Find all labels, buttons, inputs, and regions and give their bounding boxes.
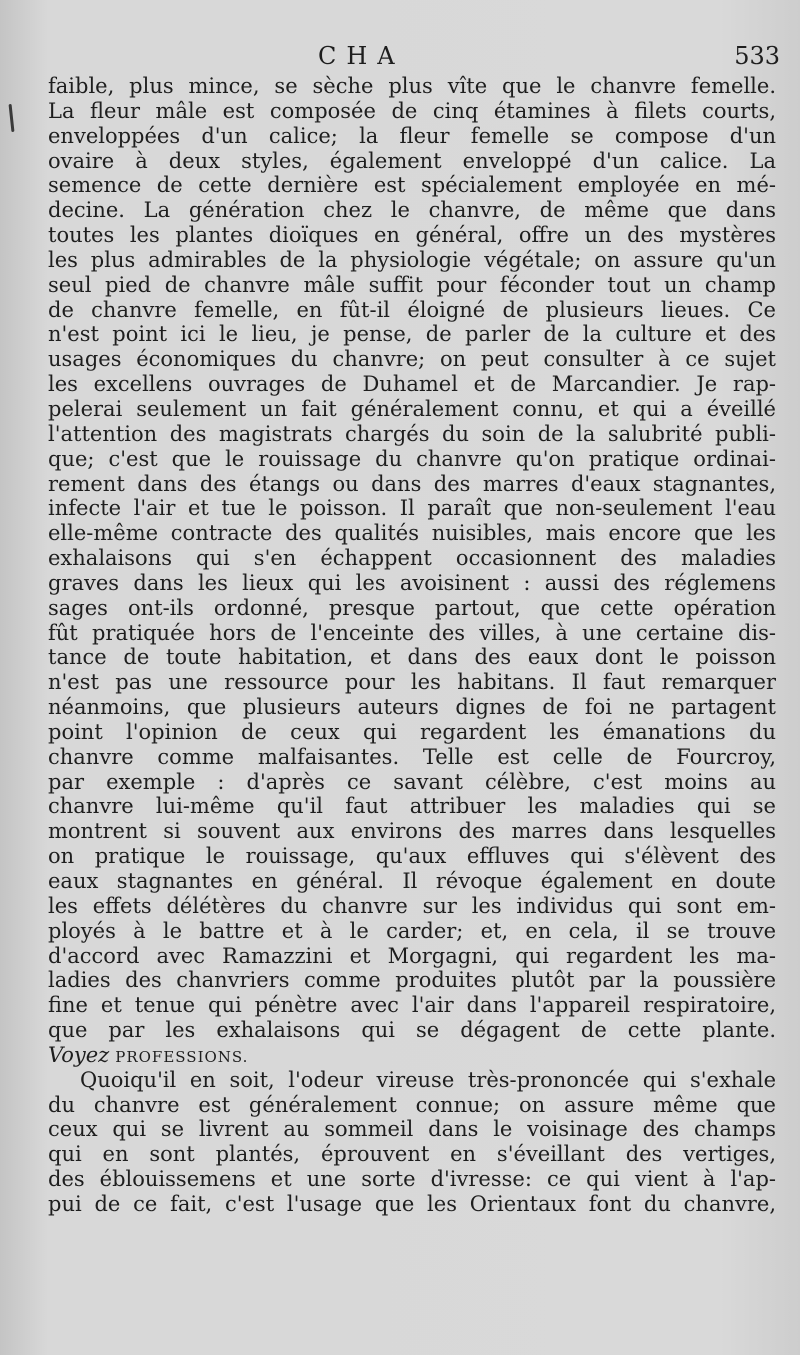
text-line: pelerai seulement un fait généralement connu, et qui a éveillé	[48, 396, 776, 421]
text-line: ladies des chanvriers comme produites plutôt par la poussière	[48, 968, 776, 993]
text-line: que; c'est que le rouissage du chanvre qu'on pratique ordinai-	[48, 446, 776, 471]
text-line: par exemple : d'après ce savant célèbre, c'est moins au	[48, 769, 776, 794]
text-line: d'accord avec Ramazzini et Morgagni, qui regardent les ma-	[48, 943, 776, 968]
text-line: pui de ce fait, c'est l'usage que les Orientaux font du chanvre,	[48, 1191, 776, 1216]
margin-ink-mark	[9, 104, 15, 132]
paragraph-2	[48, 1068, 776, 1217]
see-also-target: PROFESSIONS.	[115, 1047, 249, 1066]
text-line: La fleur mâle est composée de cinq étamines à filets courts,	[48, 98, 776, 123]
text-line: ceux qui se livrent au sommeil dans le voisinage des champs	[48, 1117, 776, 1142]
text-line: sages ont-ils ordonné, presque partout, que cette opération	[48, 595, 776, 620]
text-line: chanvre lui-même qu'il faut attribuer les maladies qui se	[48, 794, 776, 819]
see-also-reference	[48, 1043, 776, 1068]
text-line: fine et tenue qui pénètre avec l'air dans l'appareil respiratoire,	[48, 993, 776, 1018]
see-also-label: Voyez	[48, 1042, 110, 1067]
body-text	[48, 74, 776, 1217]
text-line: rement dans des étangs ou dans des marres d'eaux stagnantes,	[48, 471, 776, 496]
text-line: du chanvre est généralement connue; on assure même que	[48, 1092, 776, 1117]
text-line: usages économiques du chanvre; on peut consulter à ce sujet	[48, 347, 776, 372]
running-head	[48, 40, 780, 74]
text-line: fût pratiquée hors de l'enceinte des villes, à une certaine dis-	[48, 620, 776, 645]
text-line: montrent si souvent aux environs des marres dans lesquelles	[48, 819, 776, 844]
text-line: n'est point ici le lieu, je pense, de parler de la culture et des	[48, 322, 776, 347]
text-line: des éblouissemens et une sorte d'ivresse: ce qui vient à l'ap-	[48, 1167, 776, 1192]
text-line: graves dans les lieux qui les avoisinent : aussi des réglemens	[48, 570, 776, 595]
text-line: elle-même contracte des qualités nuisibles, mais encore que les	[48, 521, 776, 546]
text-line: Quoiqu'il en soit, l'odeur vireuse très-prononcée qui s'exhale	[80, 1067, 776, 1092]
text-line: de chanvre femelle, en fût-il éloigné de plusieurs lieues. Ce	[48, 297, 776, 322]
text-line: que par les exhalaisons qui se dégagent de cette plante.	[48, 1018, 776, 1043]
text-line: toutes les plantes dioïques en général, offre un des mystères	[48, 223, 776, 248]
page-number: 533	[734, 42, 780, 70]
text-line: point l'opinion de ceux qui regardent les émanations du	[48, 719, 776, 744]
text-line: enveloppées d'un calice; la fleur femelle se compose d'un	[48, 123, 776, 148]
text-line: ployés à le battre et à le carder; et, en cela, il se trouve	[48, 918, 776, 943]
text-line: decine. La génération chez le chanvre, de même que dans	[48, 198, 776, 223]
text-line: ovaire à deux styles, également enveloppé d'un calice. La	[48, 148, 776, 173]
text-line: qui en sont plantés, éprouvent en s'éveillant des vertiges,	[48, 1142, 776, 1167]
text-line: les plus admirables de la physiologie végétale; on assure qu'un	[48, 247, 776, 272]
text-line: eaux stagnantes en général. Il révoque également en doute	[48, 869, 776, 893]
text-line: semence de cette dernière est spécialement employée en mé-	[48, 173, 776, 198]
text-line: n'est pas une ressource pour les habitans. Il faut remarquer	[48, 670, 776, 695]
text-line: l'attention des magistrats chargés du soin de la salubrité publi-	[48, 421, 776, 446]
text-line: infecte l'air et tue le poisson. Il paraît que non-seulement l'eau	[48, 496, 776, 521]
running-title: CHA	[318, 42, 405, 70]
text-line: exhalaisons qui s'en échappent occasionnent des maladies	[48, 546, 776, 571]
text-line: les effets délétères du chanvre sur les individus qui sont em-	[48, 893, 776, 918]
text-line: néanmoins, que plusieurs auteurs dignes de foi ne partagent	[48, 695, 776, 720]
text-line: on pratique le rouissage, qu'aux effluves qui s'élèvent des	[48, 844, 776, 869]
text-line: seul pied de chanvre mâle suffit pour féconder tout un champ	[48, 272, 776, 297]
text-line: faible, plus mince, se sèche plus vîte que le chanvre femelle.	[48, 74, 776, 98]
text-line: chanvre comme malfaisantes. Telle est celle de Fourcroy,	[48, 744, 776, 769]
text-line: les excellens ouvrages de Duhamel et de Marcandier. Je rap-	[48, 372, 776, 397]
text-line: tance de toute habitation, et dans des eaux dont le poisson	[48, 645, 776, 670]
paragraph-1	[48, 74, 776, 1068]
